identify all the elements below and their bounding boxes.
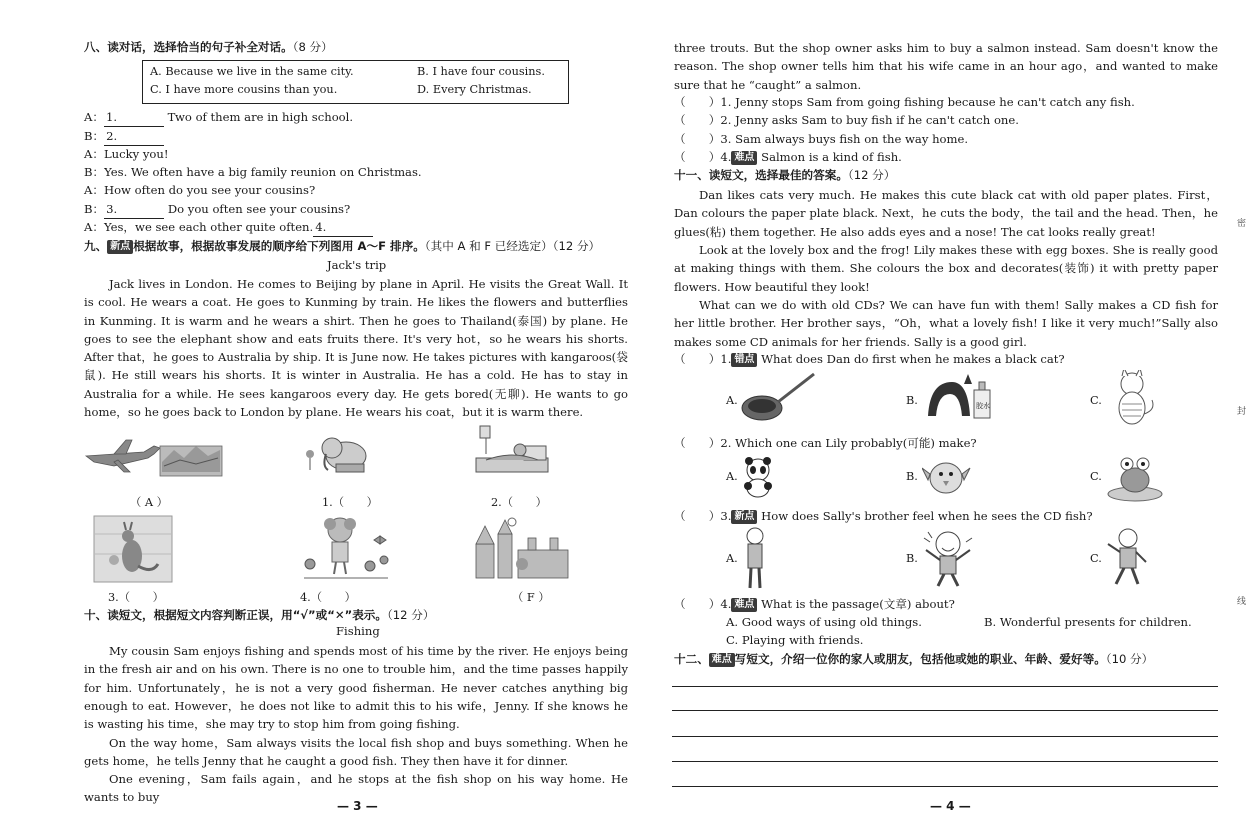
fishing-paragraph-1: My cousin Sam enjoys fishing and spends most of his time by the river. He enjoys being in the fresh air and on his own. There is no one to trouble him，and the time passes happily for him. Unfortunately，he is not a very good fisherman. He never catches anything big enough to eat. However，he does not like to admit this to his wife，Jenny. If she knows he is wasting his time，she may try to stop him from going fishing. <box>84 644 628 732</box>
glue-label: 胶水 <box>976 402 990 410</box>
panda-picture[interactable] <box>740 456 776 498</box>
dialogue-line-1: A： 1. Two of them are in high school. <box>84 108 353 127</box>
q2-option-a-label[interactable]: A. <box>726 470 738 483</box>
options-box <box>142 60 569 104</box>
tf-question-2[interactable]: （ ）2. Jenny asks Sam to buy fish if he can't catch one. <box>674 113 1019 127</box>
writing-line[interactable] <box>672 761 1218 762</box>
fishing-paragraph-3: One evening，Sam fails again，and he stops at the fish shop on his way home. He wants to buy <box>84 772 628 805</box>
frog-picture[interactable] <box>1106 452 1164 502</box>
error-tag: 错点 <box>731 353 757 367</box>
new-point-tag: 新点 <box>731 510 757 524</box>
tf-question-1[interactable]: （ ）1. Jenny stops Sam from going fishing because he can't catch any fish. <box>674 95 1135 109</box>
difficult-tag: 难点 <box>731 151 757 165</box>
angry-boy-picture[interactable] <box>1104 526 1150 588</box>
mc-question-4[interactable]: （ ）4. 难点 What is the passage(文章) about? <box>674 597 955 611</box>
cat-and-glue-picture[interactable] <box>924 372 994 422</box>
elephant-show-picture <box>300 430 376 478</box>
difficult-tag: 难点 <box>731 598 757 612</box>
sick-in-bed-picture <box>472 424 552 478</box>
fishing-paragraph-2: On the way home，Sam always visits the local fish shop and buys something. When he gets home，he tells Jenny that he caught a good fish. They then have it for dinner. <box>84 736 628 769</box>
dialogue-line-4: B：Yes. We often have a big family reunion on Christmas. <box>84 165 422 179</box>
crafts-paragraph-1: Dan likes cats very much. He makes this cute black cat with old paper plates. First，Dan colours the paper plate black. Next，he cuts the body，the tail and the head. Then，he glues(粘) them together. He also adds eyes and a nose! The cat looks really great! <box>674 188 1218 239</box>
mc-question-1[interactable]: （ ）1. 错点 What does Dan do first when he makes a black cat? <box>674 352 1065 366</box>
plane-great-wall-picture <box>84 432 224 478</box>
mc-question-3[interactable]: （ ）3. 新点 How does Sally's brother feel when he sees the CD fish? <box>674 509 1093 523</box>
writing-line[interactable] <box>672 786 1218 787</box>
option-d: D. Every Christmas. <box>417 83 532 96</box>
story-title: Jack's trip <box>327 258 387 272</box>
answer-blank-3[interactable]: 3. <box>104 200 164 219</box>
london-picture <box>472 514 572 582</box>
option-b: B. I have four cousins. <box>417 65 545 78</box>
q1-option-b-label[interactable]: B. <box>906 394 918 407</box>
tf-question-3[interactable]: （ ）3. Sam always buys fish on the way home. <box>674 132 969 146</box>
q1-option-a-label[interactable]: A. <box>726 394 738 407</box>
caption-a: （ A ） <box>130 496 168 509</box>
dialogue-line-2: B： 2. <box>84 127 164 146</box>
caption-3[interactable]: 3.（ ） <box>108 591 164 604</box>
q4-option-b[interactable]: B. Wonderful presents for children. <box>984 615 1192 629</box>
q2-option-b-label[interactable]: B. <box>906 470 918 483</box>
dialogue-line-7: A：Yes，we see each other quite often. 4. <box>84 218 373 237</box>
seal-mark: 密 <box>1235 218 1245 227</box>
crafts-paragraph-3: What can we do with old CDs? We can have fun with them! Sally makes a CD fish for her little brother. Her brother says，“Oh，what a lovely fish! I like it very much!”Sally also makes some CD animals for her friends. Sally is a good girl. <box>674 298 1218 349</box>
story-paragraph: Jack lives in London. He comes to Beijing by plane in April. He visits the Great Wall. It is cool. He wears a coat. He goes to Kunming by train. He likes the flowers and butterflies in Kunming. It is warm and he wears a shirt. Then he goes to Thailand(泰国) by plane. He goes to see the elephant show and eats fruits there. It's very hot，so he wears his shorts. After that，he goes to Australia by ship. It is June now. He takes pictures with kangaroos(袋鼠). He still wears his shorts. It is winter in Australia. He has a cold. He has to stay in Australia for a while. He sees kangaroos every day. He gets bored(无聊). He wants to go home，so he goes back to London by plane. He wears his coat，but it is warm there. <box>84 277 628 420</box>
section-10-heading: 十、读短文，根据短文内容判断正误，用“√”或“✕”表示。（12 分） <box>84 608 435 622</box>
answer-blank-1[interactable]: 1. <box>104 108 164 127</box>
happy-boy-picture[interactable] <box>920 528 976 588</box>
q3-option-a-label[interactable]: A. <box>726 552 738 565</box>
paint-pan-picture[interactable] <box>740 370 816 424</box>
caption-1[interactable]: 1.（ ） <box>322 496 378 509</box>
q3-option-c-label[interactable]: C. <box>1090 552 1102 565</box>
section-12-heading: 十二、 难点 写短文，介绍一位你的家人或朋友，包括他或她的职业、年龄、爱好等。（10 分） <box>674 652 1154 666</box>
dialogue-line-3: A：Lucky you! <box>84 147 169 161</box>
bird-picture[interactable] <box>922 456 972 500</box>
dialogue-line-6: B： 3. Do you often see your cousins? <box>84 200 350 219</box>
answer-blank-2[interactable]: 2. <box>104 127 164 146</box>
writing-line[interactable] <box>672 710 1218 711</box>
section-9-heading: 九、 新点 根据故事，根据故事发展的顺序给下列图用 A～F 排序。（其中 A 和 F 已经选定）（12 分） <box>84 239 601 253</box>
section-11-heading: 十一、读短文，选择最佳的答案。（12 分） <box>674 168 896 182</box>
writing-line[interactable] <box>672 686 1218 687</box>
caption-f: （ F ） <box>512 591 550 604</box>
seal-mark: 封 <box>1235 406 1245 415</box>
new-point-tag: 新点 <box>107 240 133 254</box>
tf-question-4[interactable]: （ ）4. 难点 Salmon is a kind of fish. <box>674 150 902 164</box>
q2-option-c-label[interactable]: C. <box>1090 470 1102 483</box>
q1-option-c-label[interactable]: C. <box>1090 394 1102 407</box>
answer-blank-4[interactable]: 4. <box>313 218 373 237</box>
passage-title: Fishing <box>336 624 380 638</box>
striped-cat-picture[interactable] <box>1108 370 1160 428</box>
page-number-3: — 3 — <box>337 799 378 813</box>
kangaroo-picture <box>92 514 174 584</box>
crafts-paragraph-2: Look at the lovely box and the frog! Lily makes these with egg boxes. She is really good at making things with them. She colours the box and decorates(装饰) it with pretty paper flowers. How beautiful they look! <box>674 243 1218 294</box>
q3-option-b-label[interactable]: B. <box>906 552 918 565</box>
option-a: A. Because we live in the same city. <box>150 65 354 78</box>
writing-line[interactable] <box>672 736 1218 737</box>
section-8-heading: 八、读对话，选择恰当的句子补全对话。（8 分） <box>84 40 333 54</box>
flowers-butterflies-picture <box>300 516 392 582</box>
q4-option-a[interactable]: A. Good ways of using old things. <box>726 615 922 629</box>
caption-4[interactable]: 4.（ ） <box>300 591 356 604</box>
q4-option-c[interactable]: C. Playing with friends. <box>726 633 864 647</box>
dialogue-line-5: A：How often do you see your cousins? <box>84 183 316 197</box>
seal-mark: 线 <box>1235 596 1245 605</box>
mc-question-2[interactable]: （ ）2. Which one can Lily probably(可能) make? <box>674 436 977 450</box>
page-number-4: — 4 — <box>930 799 971 813</box>
option-c: C. I have more cousins than you. <box>150 83 338 96</box>
caption-2[interactable]: 2.（ ） <box>491 496 547 509</box>
page-4 <box>640 0 1257 825</box>
fishing-continued: three trouts. But the shop owner asks him to buy a salmon instead. Sam doesn't know the reason. The shop owner tells him that his wife came in an hour ago，and wanted to make sure that he “caught” a salmon. <box>674 41 1218 92</box>
difficult-tag: 难点 <box>709 653 735 667</box>
sad-boy-picture[interactable] <box>740 526 770 590</box>
